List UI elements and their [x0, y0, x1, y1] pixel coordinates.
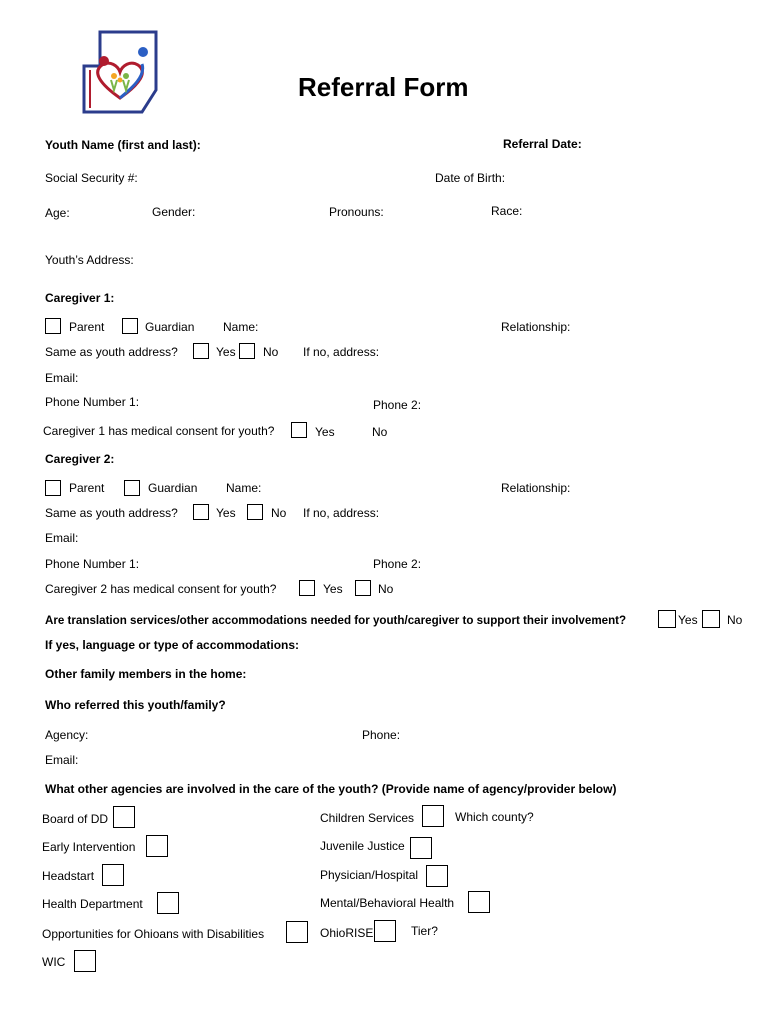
- translation-no-label: No: [727, 613, 743, 627]
- referrer-agency-label: Agency:: [45, 728, 89, 742]
- page-title: Referral Form: [298, 72, 469, 102]
- caregiver1-same-address-yes-checkbox[interactable]: [193, 343, 209, 359]
- race-label: Race:: [491, 204, 523, 218]
- caregiver2-guardian-label: Guardian: [148, 481, 198, 495]
- caregiver1-phone1-label: Phone Number 1:: [45, 395, 140, 409]
- caregiver2-same-address-label: Same as youth address?: [45, 506, 178, 520]
- caregiver2-same-address-no-label: No: [271, 506, 287, 520]
- headstart-checkbox[interactable]: [102, 864, 124, 886]
- caregiver2-consent-yes-checkbox[interactable]: [299, 580, 315, 596]
- caregiver2-same-address-yes-checkbox[interactable]: [193, 504, 209, 520]
- caregiver1-same-address-label: Same as youth address?: [45, 345, 178, 359]
- caregiver1-parent-checkbox[interactable]: [45, 318, 61, 334]
- caregiver1-same-address-no-checkbox[interactable]: [239, 343, 255, 359]
- translation-if-yes-label: If yes, language or type of accommodations:: [45, 638, 300, 652]
- caregiver2-phone1-label: Phone Number 1:: [45, 557, 140, 571]
- mental-health-label: Mental/Behavioral Health: [320, 896, 455, 910]
- caregiver1-email-label: Email:: [45, 371, 79, 385]
- caregiver2-consent-yes-label: Yes: [323, 582, 343, 596]
- caregiver1-same-address-no-label: No: [263, 345, 279, 359]
- children-services-checkbox[interactable]: [422, 805, 444, 827]
- ood-checkbox[interactable]: [286, 921, 308, 943]
- caregiver1-heading: Caregiver 1:: [45, 291, 115, 305]
- early-intervention-checkbox[interactable]: [146, 835, 168, 857]
- caregiver1-parent-label: Parent: [69, 320, 105, 334]
- caregiver2-email-label: Email:: [45, 531, 79, 545]
- other-family-label: Other family members in the home:: [45, 667, 247, 681]
- headstart-label: Headstart: [42, 869, 95, 883]
- translation-no-checkbox[interactable]: [702, 610, 720, 628]
- translation-question: Are translation services/other accommodations needed for youth/caregiver to support their involvement?: [45, 614, 627, 627]
- referral-date-label: Referral Date:: [503, 137, 582, 151]
- juvenile-justice-checkbox[interactable]: [410, 837, 432, 859]
- caregiver1-guardian-label: Guardian: [145, 320, 195, 334]
- early-intervention-label: Early Intervention: [42, 840, 136, 854]
- caregiver2-heading: Caregiver 2:: [45, 452, 115, 466]
- caregiver2-if-no-address-label: If no, address:: [303, 506, 380, 520]
- referrer-question: Who referred this youth/family?: [45, 698, 226, 712]
- caregiver1-consent-label: Caregiver 1 has medical consent for youth?: [43, 424, 275, 438]
- mental-health-checkbox[interactable]: [468, 891, 490, 913]
- age-label: Age:: [45, 206, 70, 220]
- wic-label: WIC: [42, 955, 66, 969]
- tier-label: Tier?: [411, 924, 438, 938]
- caregiver2-parent-checkbox[interactable]: [45, 480, 61, 496]
- caregiver2-consent-no-label: No: [378, 582, 394, 596]
- pronouns-label: Pronouns:: [329, 205, 384, 219]
- youth-name-label: Youth Name (first and last):: [45, 138, 201, 152]
- health-department-label: Health Department: [42, 897, 143, 911]
- caregiver2-same-address-yes-label: Yes: [216, 506, 236, 520]
- caregiver1-phone2-label: Phone 2:: [373, 398, 422, 412]
- referrer-email-label: Email:: [45, 753, 79, 767]
- health-department-checkbox[interactable]: [157, 892, 179, 914]
- caregiver2-name-label: Name:: [226, 481, 262, 495]
- children-services-label: Children Services: [320, 811, 415, 825]
- board-dd-checkbox[interactable]: [113, 806, 135, 828]
- physician-hospital-label: Physician/Hospital: [320, 868, 419, 882]
- organization-logo-icon: [80, 30, 160, 114]
- caregiver1-relationship-label: Relationship:: [501, 320, 571, 334]
- agencies-question: What other agencies are involved in the care of the youth? (Provide name of agency/provider below): [45, 782, 617, 796]
- ood-label: Opportunities for Ohioans with Disabilities: [42, 927, 265, 941]
- referrer-phone-label: Phone:: [362, 728, 401, 742]
- juvenile-justice-label: Juvenile Justice: [320, 839, 405, 853]
- caregiver2-guardian-checkbox[interactable]: [124, 480, 140, 496]
- caregiver2-consent-no-checkbox[interactable]: [355, 580, 371, 596]
- translation-yes-label: Yes: [678, 613, 698, 627]
- translation-yes-checkbox[interactable]: [658, 610, 676, 628]
- ohiorise-label: OhioRISE: [320, 926, 374, 940]
- caregiver2-phone2-label: Phone 2:: [373, 557, 422, 571]
- ssn-label: Social Security #:: [45, 171, 138, 185]
- caregiver2-consent-label: Caregiver 2 has medical consent for youth?: [45, 582, 277, 596]
- caregiver2-same-address-no-checkbox[interactable]: [247, 504, 263, 520]
- gender-label: Gender:: [152, 205, 196, 219]
- caregiver1-if-no-address-label: If no, address:: [303, 345, 380, 359]
- caregiver1-name-label: Name:: [223, 320, 259, 334]
- youth-address-label: Youth’s Address:: [45, 253, 134, 267]
- dob-label: Date of Birth:: [435, 171, 506, 185]
- which-county-label: Which county?: [455, 810, 534, 824]
- caregiver1-guardian-checkbox[interactable]: [122, 318, 138, 334]
- caregiver1-same-address-yes-label: Yes: [216, 345, 236, 359]
- caregiver2-parent-label: Parent: [69, 481, 105, 495]
- ohiorise-checkbox[interactable]: [374, 920, 396, 942]
- caregiver2-relationship-label: Relationship:: [501, 481, 571, 495]
- caregiver1-consent-yes-label: Yes: [315, 425, 335, 439]
- caregiver1-consent-yes-checkbox[interactable]: [291, 422, 307, 438]
- physician-hospital-checkbox[interactable]: [426, 865, 448, 887]
- caregiver1-consent-no-label: No: [372, 425, 388, 439]
- wic-checkbox[interactable]: [74, 950, 96, 972]
- board-dd-label: Board of DD: [42, 812, 109, 826]
